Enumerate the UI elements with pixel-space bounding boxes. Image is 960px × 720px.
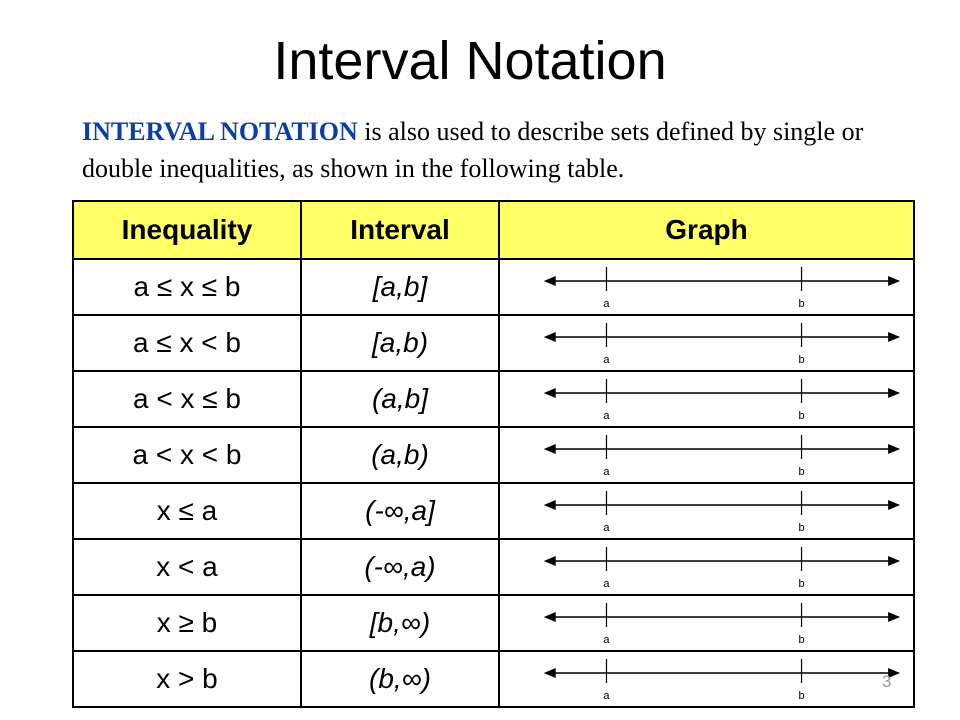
header-graph: Graph <box>499 201 914 259</box>
table-row <box>73 371 914 427</box>
tick-label-b: b <box>798 409 805 423</box>
interval-cell: (a,b) <box>301 427 499 483</box>
tick-label-a: a <box>603 353 610 367</box>
left-arrow-icon <box>544 500 556 510</box>
tick-label-b: b <box>798 465 805 479</box>
right-arrow-icon <box>888 556 900 566</box>
number-line-graph <box>500 261 913 313</box>
interval-cell: (-∞,a) <box>301 539 499 595</box>
header-interval: Interval <box>301 201 499 259</box>
graph-cell <box>499 483 914 539</box>
table-row <box>73 595 914 651</box>
table-row <box>73 259 914 315</box>
right-arrow-icon <box>888 388 900 398</box>
number-line-graph <box>500 597 913 649</box>
tick-label-a: a <box>603 633 610 647</box>
left-arrow-icon <box>544 556 556 566</box>
intro-text: is also used to describe sets defined by single or double inequalities, as shown in the following table. <box>82 117 864 183</box>
number-line-graph <box>500 373 913 425</box>
interval-cell: (-∞,a] <box>301 483 499 539</box>
table-row <box>73 539 914 595</box>
inequality-cell: a ≤ x < b <box>73 315 301 371</box>
right-arrow-icon <box>888 276 900 286</box>
tick-label-a: a <box>603 689 610 703</box>
graph-cell <box>499 259 914 315</box>
tick-label-b: b <box>798 633 805 647</box>
tick-label-b: b <box>798 353 805 367</box>
tick-label-a: a <box>603 521 610 535</box>
left-arrow-icon <box>544 612 556 622</box>
right-arrow-icon <box>888 444 900 454</box>
tick-label-b: b <box>798 521 805 535</box>
inequality-cell: a < x ≤ b <box>73 371 301 427</box>
intro-highlight: INTERVAL NOTATION <box>82 117 358 146</box>
page-number: 3 <box>882 672 892 691</box>
interval-cell: (a,b] <box>301 371 499 427</box>
number-line-graph <box>500 485 913 537</box>
right-arrow-icon <box>888 332 900 342</box>
graph-cell <box>499 427 914 483</box>
number-line-graph <box>500 653 913 705</box>
interval-cell: [b,∞) <box>301 595 499 651</box>
graph-cell <box>499 539 914 595</box>
left-arrow-icon <box>544 388 556 398</box>
table-row <box>73 427 914 483</box>
graph-cell <box>499 371 914 427</box>
number-line-graph <box>500 317 913 369</box>
left-arrow-icon <box>544 332 556 342</box>
tick-label-a: a <box>603 465 610 479</box>
interval-cell: [a,b] <box>301 259 499 315</box>
tick-label-b: b <box>798 577 805 591</box>
number-line-graph <box>500 541 913 593</box>
tick-label-a: a <box>603 409 610 423</box>
interval-cell: [a,b) <box>301 315 499 371</box>
header-inequality: Inequality <box>73 201 301 259</box>
left-arrow-icon <box>544 668 556 678</box>
tick-label-b: b <box>798 689 805 703</box>
tick-label-a: a <box>603 577 610 591</box>
table-row <box>73 483 914 539</box>
graph-cell <box>499 315 914 371</box>
left-arrow-icon <box>544 444 556 454</box>
table-row <box>73 651 914 707</box>
tick-label-b: b <box>798 297 805 311</box>
tick-label-a: a <box>603 297 610 311</box>
interval-cell: (b,∞) <box>301 651 499 707</box>
graph-cell <box>499 651 914 707</box>
inequality-cell: x > b <box>73 651 301 707</box>
table-body <box>73 259 914 707</box>
table-row <box>73 315 914 371</box>
inequality-cell: a < x < b <box>73 427 301 483</box>
interval-table <box>72 200 915 708</box>
slide-title: Interval Notation <box>273 31 667 91</box>
inequality-cell: x ≤ a <box>73 483 301 539</box>
inequality-cell: x ≥ b <box>73 595 301 651</box>
number-line-graph <box>500 429 913 481</box>
graph-cell <box>499 595 914 651</box>
right-arrow-icon <box>888 612 900 622</box>
right-arrow-icon <box>888 500 900 510</box>
left-arrow-icon <box>544 276 556 286</box>
inequality-cell: x < a <box>73 539 301 595</box>
table-header <box>73 201 914 259</box>
intro-paragraph <box>82 113 932 187</box>
inequality-cell: a ≤ x ≤ b <box>73 259 301 315</box>
